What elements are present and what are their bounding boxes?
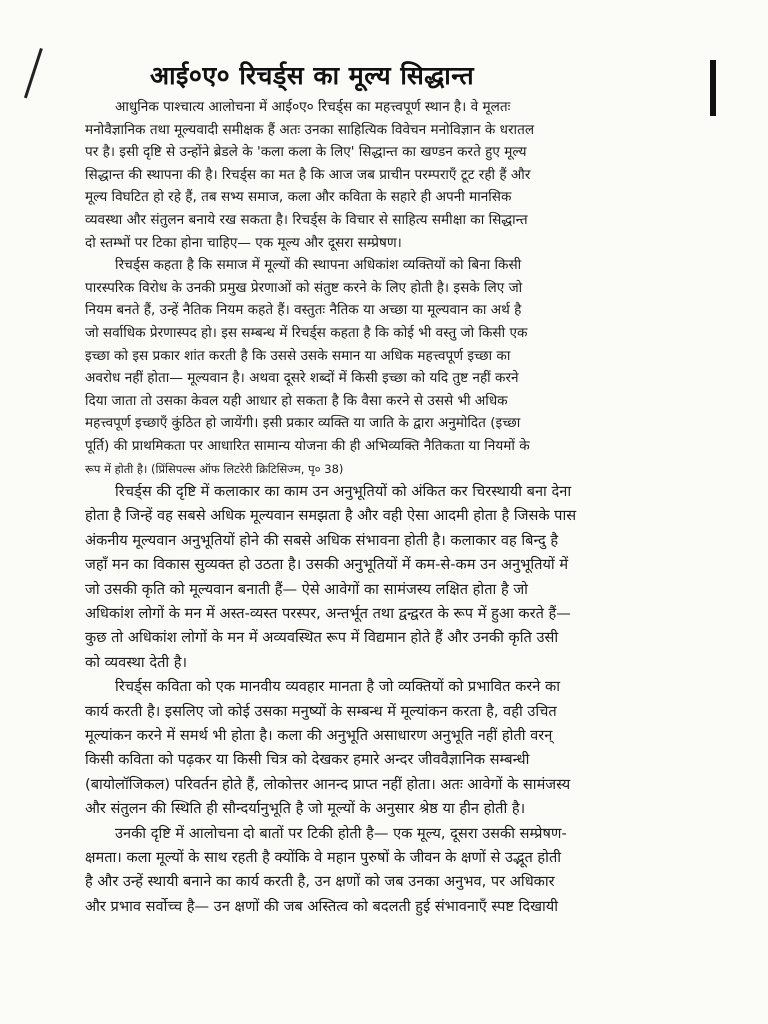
text-line: क्षमता। कला मूल्यों के साथ रहती है क्योंकि वे महान पुरुषों के जीवन के क्षणों से उद्भूत होती xyxy=(85,848,562,866)
text-line: उनकी दृष्टि में आलोचना दो बातों पर टिकी होती है— एक मूल्य, दूसरा उसकी सम्प्रेषण- xyxy=(115,824,567,842)
text-line: अधिकांश लोगों के मन में अस्त-व्यस्त परस्पर, अन्तर्भूत तथा द्वन्द्वरत के रूप में हुआ करते हैं— xyxy=(85,605,571,623)
text-line: इच्छा को इस प्रकार शांत करती है कि उससे उसके समान या अधिक महत्त्वपूर्ण इच्छा का xyxy=(85,347,511,364)
text-line: मूल्यांकन करने में समर्थ भी होता है। कला की अनुभूति असाधारण अनुभूति नहीं होती वरन् xyxy=(85,727,553,744)
scan-edge-shadow xyxy=(710,60,716,116)
text-line: जो उसकी कृति को मूल्यवान बनाती हैं— ऐसे आवेगों का सामंजस्य लक्षित होता है जो xyxy=(85,580,528,598)
text-line: कुछ तो अधिकांश लोगों के मन में अव्यवस्थित रूप में विद्यमान होते हैं और उनकी कृति उसी xyxy=(85,629,559,647)
text-line: रिचर्ड्स कविता को एक मानवीय व्यवहार मानता है जो व्यक्तियों को प्रभावित करने का xyxy=(115,678,560,696)
text-line: किसी कविता को पढ़कर या किसी चित्र को देखकर हमारे अन्दर जीववैज्ञानिक सम्बन्धी xyxy=(85,751,530,769)
margin-pen-mark xyxy=(24,48,43,98)
text-line: जो सर्वाधिक प्रेरणास्पद हो। इस सम्बन्ध में रिचर्ड्स कहता है कि कोई भी वस्तु जो किसी एक xyxy=(85,324,528,341)
text-line: आधुनिक पाश्चात्य आलोचना में आई०ए० रिचर्ड्स का महत्त्वपूर्ण स्थान है। वे मूलतः xyxy=(115,99,511,115)
text-line: पर है। इसी दृष्टि से उन्होंने ब्रेडले के 'कला कला के लिए' सिद्धान्त का खण्डन करते हुए मूल्य xyxy=(85,144,527,161)
text-line: रूप में होती है। (प्रिंसिपल्स ऑफ लिटरेरी क्रिटिसिज्म, पृ० 38) xyxy=(85,461,344,476)
text-line: अवरोध नहीं होता— मूल्यवान है। अथवा दूसरे शब्दों में किसी इच्छा को यदि तुष्ट नहीं करने xyxy=(85,370,519,387)
text-line: और प्रभाव सर्वोच्च है— उन क्षणों की जब अस्तित्व को बदलती हुई संभावनाएँ स्पष्ट दिखायी xyxy=(85,897,559,915)
page-title: आई०ए० रिचर्ड्स का मूल्य सिद्धान्त xyxy=(150,61,475,90)
text-line: महत्त्वपूर्ण इच्छाएँ कुंठित हो जायेंगी। इसी प्रकार व्यक्ति या जाति के द्वारा अनुमोदित (इच्छा xyxy=(85,415,521,432)
text-line: पूर्ति) की प्राथमिकता पर आधारित सामान्य योजना की ही अभिव्यक्ति नैतिकता या नियमों के xyxy=(85,437,530,454)
text-line: पारस्परिक विरोध के उनकी प्रमुख प्रेरणाओं को संतुष्ट करने के लिए होती है। इसके लिए जो xyxy=(85,279,523,296)
text-line: दिया जाता तो उसका केवल यही आधार हो सकता है कि वैसा करने से उससे भी अधिक xyxy=(85,392,508,409)
text-line: रिचर्ड्स कहता है कि समाज में मूल्यों की स्थापना अधिकांश व्यक्तियों को बिना किसी xyxy=(115,257,522,274)
text-line: मनोवैज्ञानिक तथा मूल्यवादी समीक्षक हैं अतः उनका साहित्यिक विवेचन मनोविज्ञान के धरातल xyxy=(85,121,535,138)
text-line: को व्यवस्था देती है। xyxy=(85,653,188,671)
text-line: अंकनीय मूल्यवान अनुभूतियों होने की सबसे अधिक संभावना होती है। कलाकार वह बिन्दु है xyxy=(85,531,559,549)
text-line: (बायोलॉजिकल) परिवर्तन होते हैं, लोकोत्तर आनन्द प्राप्त नहीं होता। अतः आवेगों के सामंजस्य xyxy=(85,775,571,793)
text-line: नियम बनते हैं, उन्हें नैतिक नियम कहते हैं। वस्तुतः नैतिक या अच्छा या मूल्यवान का अर्थ है xyxy=(85,302,522,319)
text-line: होता है जिन्हें वह सबसे अधिक मूल्यवान समझता है और वही ऐसा आदमी होता है जिसके पास xyxy=(85,507,577,525)
text-line: व्यवस्था और संतुलन बनाये रख सकता है। रिचर्ड्स के विचार से साहित्य समीक्षा का सिद्धान्त xyxy=(85,211,528,228)
text-line: रिचर्ड्स की दृष्टि में कलाकार का काम उन अनुभूतियों को अंकित कर चिरस्थायी बना देना xyxy=(115,483,572,501)
text-line: मूल्य विघटित हो रहे हैं, तब सभ्य समाज, कला और कविता के सहारे ही अपनी मानसिक xyxy=(85,189,512,206)
text-line: कार्य करती है। इसलिए जो कोई उसका मनुष्यों के सम्बन्ध में मूल्यांकन करता है, वही उचित xyxy=(85,702,557,720)
text-line: और संतुलन की स्थिति ही सौन्दर्यानुभूति है जो मूल्यों के अनुसार श्रेष्ठ या हीन होती है। xyxy=(85,800,526,818)
body-text xyxy=(85,96,705,919)
text-line: है और उन्हें स्थायी बनाने का कार्य करती है, उन क्षणों को जब उनका अनुभव, पर अधिकार xyxy=(85,873,555,891)
text-line: दो स्तम्भों पर टिका होना चाहिए— एक मूल्य और दूसरा सम्प्रेषण। xyxy=(85,234,402,251)
text-line: सिद्धान्त की स्थापना की है। रिचर्ड्स का मत है कि आज जब प्राचीन परम्पराएँ टूट रही हैं और xyxy=(85,166,531,183)
text-line: जहाँ मन का विकास सुव्यक्त हो उठता है। उसकी अनुभूतियों में कम-से-कम उन अनुभूतियों में xyxy=(85,556,569,574)
